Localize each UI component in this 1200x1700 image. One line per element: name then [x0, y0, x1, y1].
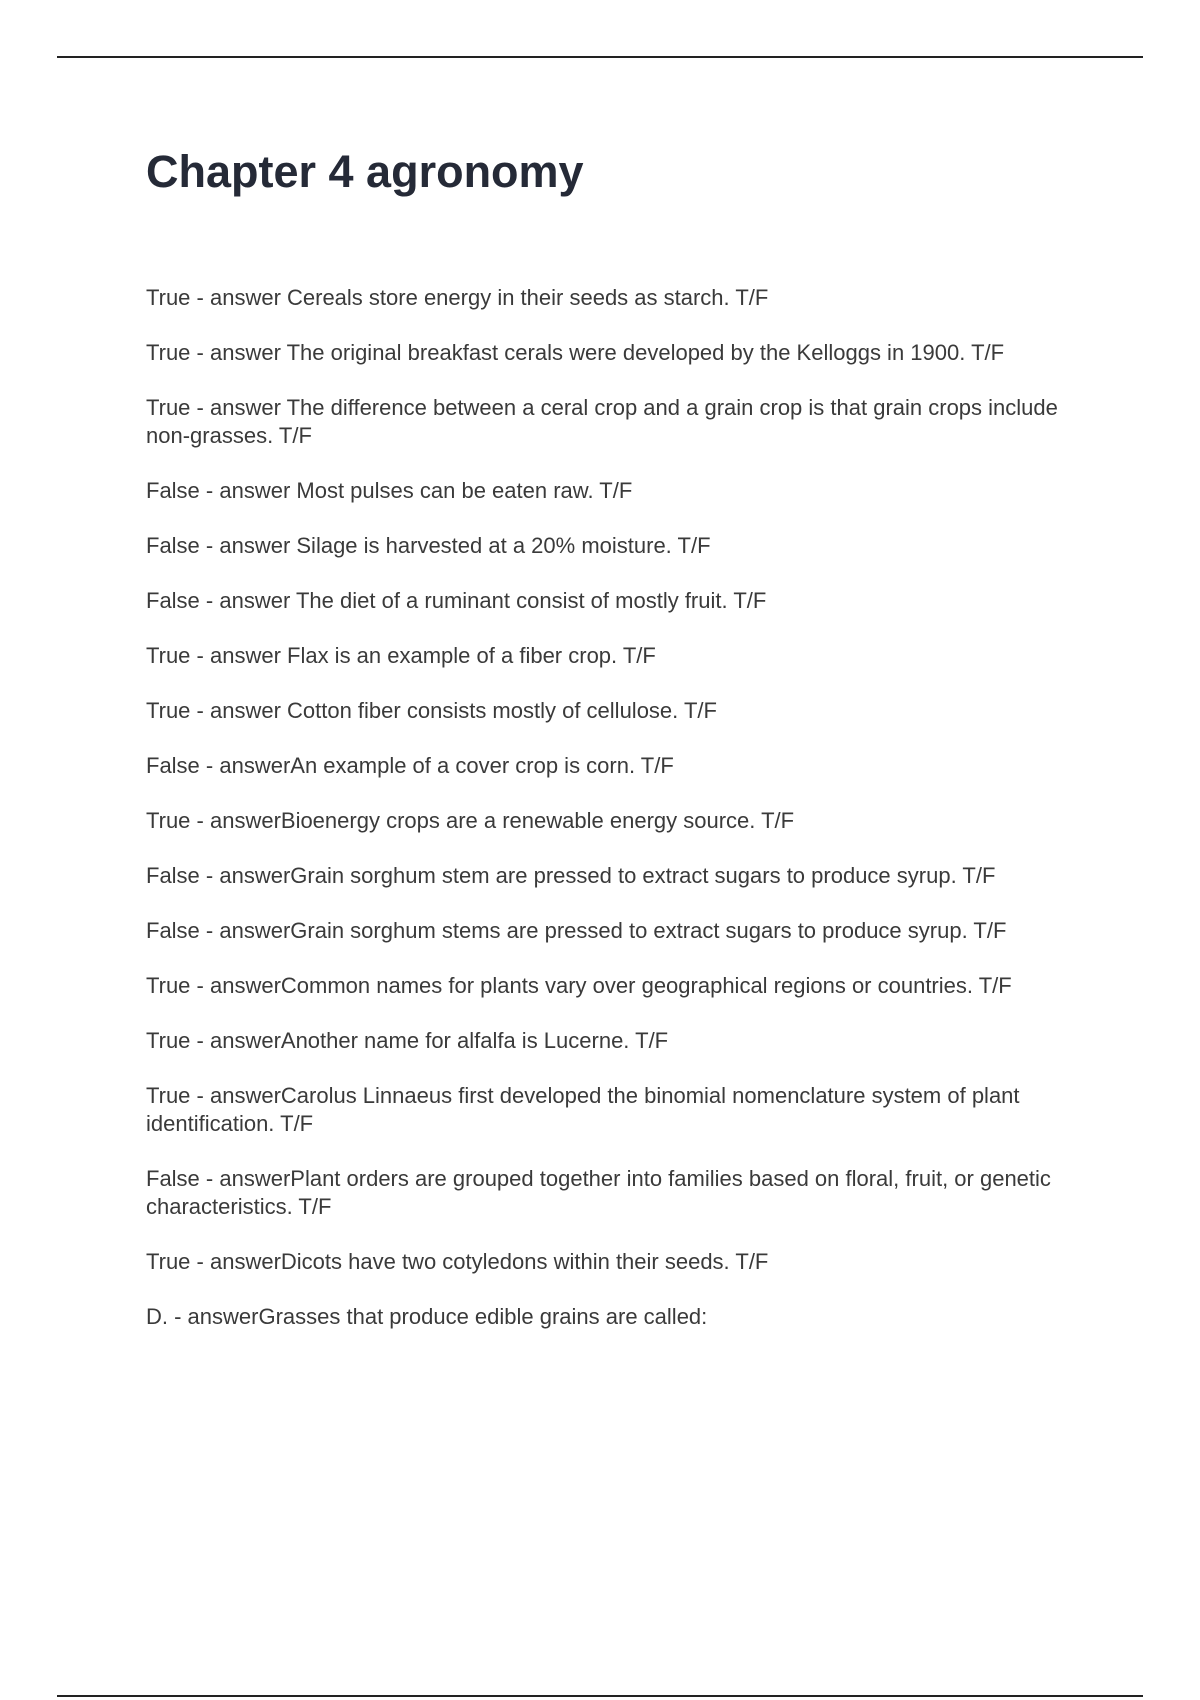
qa-item: True - answerAnother name for alfalfa is Lucerne. T/F: [146, 1028, 669, 1053]
qa-item: False - answerGrain sorghum stems are pressed to extract sugars to produce syrup. T/F: [146, 918, 1007, 943]
qa-item: True - answerBioenergy crops are a renewable energy source. T/F: [146, 808, 795, 833]
qa-item: False - answer The diet of a ruminant consist of mostly fruit. T/F: [146, 588, 767, 613]
qa-item: False - answerAn example of a cover crop is corn. T/F: [146, 753, 674, 778]
qa-item: False - answer Most pulses can be eaten raw. T/F: [146, 478, 633, 503]
qa-list: [146, 284, 1086, 1358]
qa-item: True - answer Cereals store energy in their seeds as starch. T/F: [146, 285, 769, 310]
qa-item: D. - answerGrasses that produce edible grains are called:: [146, 1304, 708, 1329]
bottom-rule: [57, 1695, 1143, 1697]
qa-item: False - answerGrain sorghum stem are pressed to extract sugars to produce syrup. T/F: [146, 863, 996, 888]
qa-item: True - answerCommon names for plants vary over geographical regions or countries. T/F: [146, 973, 1012, 998]
qa-item: True - answer Flax is an example of a fiber crop. T/F: [146, 643, 656, 668]
qa-item: True - answerCarolus Linnaeus first developed the binomial nomenclature system of plant identification. T/F: [146, 1083, 1020, 1136]
qa-item: False - answer Silage is harvested at a 20% moisture. T/F: [146, 533, 711, 558]
qa-item: True - answerDicots have two cotyledons within their seeds. T/F: [146, 1249, 769, 1274]
qa-item: True - answer The original breakfast cerals were developed by the Kelloggs in 1900. T/F: [146, 340, 1005, 365]
top-rule: [57, 56, 1143, 58]
qa-item: True - answer Cotton fiber consists mostly of cellulose. T/F: [146, 698, 717, 723]
qa-item: False - answerPlant orders are grouped together into families based on floral, fruit, or genetic characteristics. T/F: [146, 1166, 1051, 1219]
qa-item: True - answer The difference between a ceral crop and a grain crop is that grain crops include non-grasses. T/F: [146, 395, 1058, 448]
document-title: Chapter 4 agronomy: [146, 146, 584, 197]
